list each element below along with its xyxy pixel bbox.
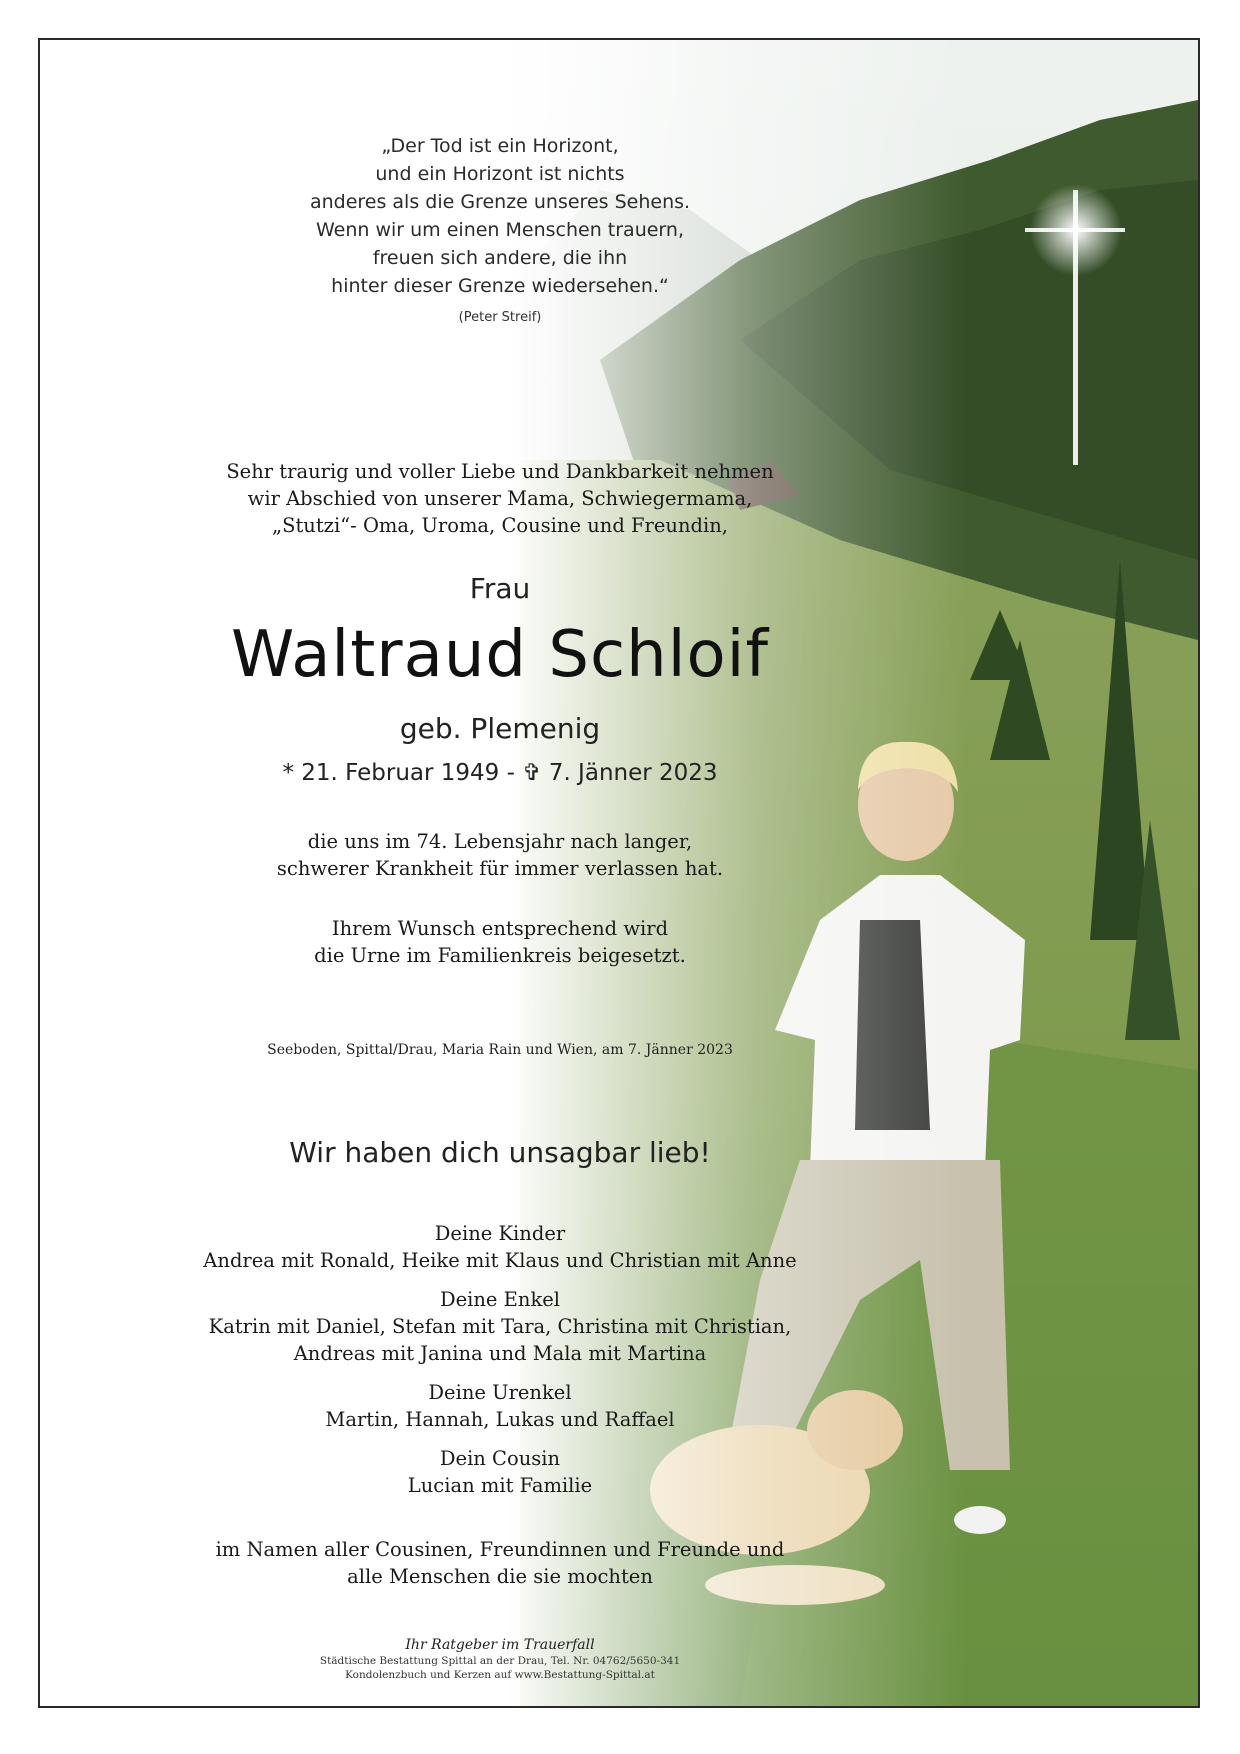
mourner-group-title: Deine Kinder: [434, 1222, 566, 1245]
closing-text: [110, 1536, 890, 1590]
mourner-group-title: Deine Enkel: [439, 1288, 561, 1311]
obituary-card: [38, 38, 1200, 1708]
footer-tagline: Ihr Ratgeber im Trauerfall: [405, 1637, 595, 1653]
footer-contact: Städtische Bestattung Spittal an der Drau, Tel. Nr. 04762/5650-341: [319, 1655, 681, 1667]
mourners-list: [110, 1220, 890, 1511]
mourner-group-title: Dein Cousin: [439, 1447, 561, 1470]
intro-line: „Stutzi“- Oma, Uroma, Cousine und Freundin,: [271, 514, 728, 537]
urn-line: Ihrem Wunsch entsprechend wird: [331, 917, 669, 940]
birth-name: geb. Plemenig: [399, 712, 601, 745]
salutation: Frau: [469, 572, 531, 605]
quote-author: (Peter Streif): [458, 310, 542, 325]
urn-line: die Urne im Familienkreis beigesetzt.: [314, 944, 686, 967]
intro-line: Sehr traurig und voller Liebe und Dankbarkeit nehmen: [226, 460, 774, 483]
place-date: Seeboden, Spittal/Drau, Maria Rain und Wien, am 7. Jänner 2023: [267, 1042, 733, 1058]
passing-line: schwerer Krankheit für immer verlassen hat.: [276, 857, 724, 880]
mourner-names: Andrea mit Ronald, Heike mit Klaus und Christian mit Anne: [203, 1249, 797, 1272]
closing-line: alle Menschen die sie mochten: [347, 1565, 653, 1588]
deceased-name: Waltraud Schloif: [231, 618, 769, 692]
footer-website: Kondolenzbuch und Kerzen auf www.Bestattung-Spittal.at: [345, 1669, 655, 1681]
quote-line: freuen sich andere, die ihn: [372, 247, 628, 269]
mourner-group-enkel: [110, 1286, 890, 1367]
quote-line: anderes als die Grenze unseres Sehens.: [309, 191, 691, 213]
life-dates: * 21. Februar 1949 - ✞ 7. Jänner 2023: [282, 760, 718, 786]
motto: Wir haben dich unsagbar lieb!: [289, 1136, 711, 1169]
closing-line: im Namen aller Cousinen, Freundinnen und Freunde und: [215, 1538, 785, 1561]
passing-text: [110, 828, 890, 882]
intro-line: wir Abschied von unserer Mama, Schwiegermama,: [247, 487, 753, 510]
mourner-names: Lucian mit Familie: [407, 1474, 593, 1497]
quote-line: und ein Horizont ist nichts: [375, 163, 625, 185]
quote-block: [110, 132, 890, 300]
mourner-group-kinder: [110, 1220, 890, 1274]
funeral-home-footer: [110, 1638, 890, 1682]
mourner-group-cousin: [110, 1445, 890, 1499]
quote-line: „Der Tod ist ein Horizont,: [381, 135, 619, 157]
urn-text: [110, 915, 890, 969]
intro-text: [110, 458, 890, 539]
quote-line: hinter dieser Grenze wiedersehen.“: [331, 275, 669, 297]
mourner-names: Andreas mit Janina und Mala mit Martina: [293, 1342, 707, 1365]
mourner-group-urenkel: [110, 1379, 890, 1433]
mourner-group-title: Deine Urenkel: [428, 1381, 572, 1404]
mourner-names: Martin, Hannah, Lukas und Raffael: [325, 1408, 675, 1431]
passing-line: die uns im 74. Lebensjahr nach langer,: [307, 830, 693, 853]
quote-line: Wenn wir um einen Menschen trauern,: [315, 219, 684, 241]
mourner-names: Katrin mit Daniel, Stefan mit Tara, Christina mit Christian,: [208, 1315, 792, 1338]
